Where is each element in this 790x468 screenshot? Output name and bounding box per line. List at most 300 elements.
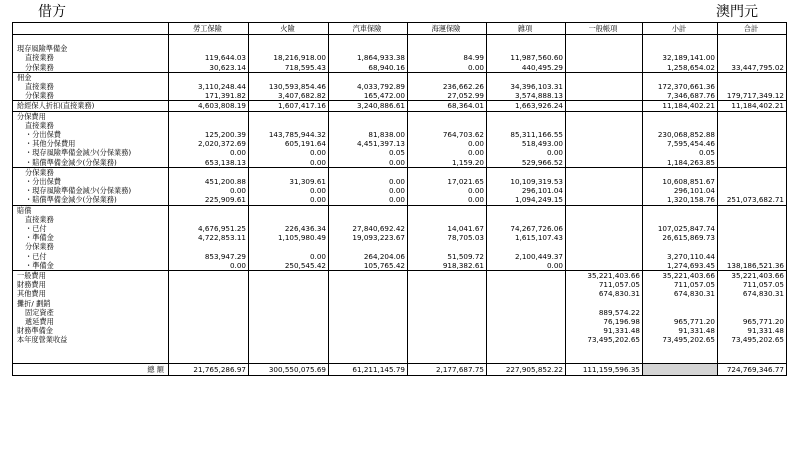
cell-value (566, 242, 643, 251)
cell-value (329, 308, 408, 317)
cell-value (566, 35, 643, 45)
cell-value (718, 299, 787, 308)
cell-value: 4,603,808.19 (169, 101, 249, 111)
cell-value: 674,830.31 (566, 289, 643, 298)
cell-value: 3,110,248.44 (169, 82, 249, 91)
cell-value (643, 308, 718, 317)
cell-value (566, 91, 643, 101)
cell-value (169, 215, 249, 224)
cell-value (566, 72, 643, 82)
cell-value: 31,309.61 (249, 177, 329, 186)
cell-value (566, 158, 643, 168)
cell-value (329, 215, 408, 224)
cell-value (408, 354, 487, 364)
cell-value: 51,509.72 (408, 252, 487, 261)
cell-value (408, 35, 487, 45)
cell-value: 1,663,926.24 (487, 101, 566, 111)
row-label: 固定資產 (13, 308, 169, 317)
cell-value: 35,221,403.66 (718, 271, 787, 281)
cell-value: 179,717,349.12 (718, 91, 787, 101)
row-label: ・已付 (13, 252, 169, 261)
row-label: 一般費用 (13, 271, 169, 281)
cell-value: 3,407,682.82 (249, 91, 329, 101)
cell-value: 1,320,158.76 (643, 195, 718, 205)
cell-value (408, 44, 487, 53)
cell-value: 32,189,141.00 (643, 53, 718, 62)
cell-value (487, 326, 566, 335)
cell-value: 10,109,319.53 (487, 177, 566, 186)
header-currency-side: 借方 (38, 4, 66, 20)
total-value (643, 364, 718, 376)
table-row (13, 82, 787, 91)
cell-value (487, 72, 566, 82)
cell-value (169, 345, 249, 354)
cell-value: 0.00 (249, 195, 329, 205)
total-label: 總 額 (13, 364, 169, 376)
cell-value (408, 121, 487, 130)
table-row (13, 72, 787, 82)
cell-value: 653,138.13 (169, 158, 249, 168)
cell-value: 125,200.39 (169, 130, 249, 139)
row-label: ・現存風險準備金減少(分保業務) (13, 186, 169, 195)
cell-value: 0.00 (169, 186, 249, 195)
column-header: 汽車保險 (329, 23, 408, 35)
cell-value (249, 121, 329, 130)
cell-value (718, 224, 787, 233)
cell-value (408, 242, 487, 251)
cell-value (249, 280, 329, 289)
cell-value: 73,495,202.65 (643, 335, 718, 344)
cell-value: 27,052.99 (408, 91, 487, 101)
cell-value (408, 308, 487, 317)
cell-value (718, 111, 787, 121)
cell-value (566, 82, 643, 91)
cell-value (566, 354, 643, 364)
cell-value: 0.00 (329, 186, 408, 195)
cell-value: 451,200.88 (169, 177, 249, 186)
cell-value (408, 215, 487, 224)
cell-value: 250,545.42 (249, 261, 329, 271)
cell-value (643, 299, 718, 308)
cell-value (718, 186, 787, 195)
table-row (13, 205, 787, 215)
cell-value: 918,382.61 (408, 261, 487, 271)
cell-value: 35,221,403.66 (566, 271, 643, 281)
cell-value (329, 326, 408, 335)
row-label: 遞延費用 (13, 317, 169, 326)
cell-value (566, 205, 643, 215)
table-row (13, 261, 787, 271)
cell-value: 718,595.43 (249, 63, 329, 73)
cell-value (329, 345, 408, 354)
cell-value (718, 242, 787, 251)
cell-value (487, 354, 566, 364)
cell-value: 172,370,661.36 (643, 82, 718, 91)
cell-value (169, 289, 249, 298)
row-label: ・分出保費 (13, 130, 169, 139)
cell-value: 19,093,223.67 (329, 233, 408, 242)
cell-value (249, 44, 329, 53)
cell-value: 1,258,654.02 (643, 63, 718, 73)
cell-value: 1,864,933.38 (329, 53, 408, 62)
cell-value (566, 299, 643, 308)
cell-value: 0.00 (249, 252, 329, 261)
cell-value (487, 271, 566, 281)
row-label: 直接業務 (13, 82, 169, 91)
table-row (13, 280, 787, 289)
cell-value: 3,270,110.44 (643, 252, 718, 261)
cell-value: 0.00 (408, 63, 487, 73)
cell-value (408, 317, 487, 326)
table-row (13, 354, 787, 364)
cell-value: 30,623.14 (169, 63, 249, 73)
cell-value: 2,020,372.69 (169, 139, 249, 148)
cell-value (329, 121, 408, 130)
cell-value: 1,615,107.43 (487, 233, 566, 242)
row-label: 分保費用 (13, 111, 169, 121)
cell-value: 81,838.00 (329, 130, 408, 139)
row-label: 分保業務 (13, 91, 169, 101)
cell-value (169, 44, 249, 53)
cell-value (718, 354, 787, 364)
cell-value: 1,184,263.85 (643, 158, 718, 168)
table-row (13, 53, 787, 62)
cell-value (169, 308, 249, 317)
cell-value: 4,451,397.13 (329, 139, 408, 148)
cell-value: 91,331.48 (566, 326, 643, 335)
cell-value: 0.00 (487, 261, 566, 271)
cell-value: 711,057.05 (718, 280, 787, 289)
cell-value: 4,676,951.25 (169, 224, 249, 233)
cell-value (329, 242, 408, 251)
cell-value (487, 121, 566, 130)
cell-value (643, 215, 718, 224)
cell-value: 4,033,792.89 (329, 82, 408, 91)
cell-value: 0.00 (408, 186, 487, 195)
cell-value: 0.05 (329, 148, 408, 157)
cell-value (249, 167, 329, 177)
cell-value (329, 289, 408, 298)
cell-value (566, 215, 643, 224)
cell-value (169, 335, 249, 344)
cell-value: 0.00 (249, 158, 329, 168)
cell-value: 119,644.03 (169, 53, 249, 62)
cell-value (718, 35, 787, 45)
table-row (13, 139, 787, 148)
total-row (13, 364, 787, 376)
cell-value (718, 215, 787, 224)
cell-value (643, 121, 718, 130)
cell-value (643, 345, 718, 354)
cell-value (566, 63, 643, 73)
cell-value (329, 354, 408, 364)
table-row (13, 101, 787, 111)
cell-value (169, 167, 249, 177)
cell-value (566, 186, 643, 195)
cell-value (169, 242, 249, 251)
cell-value (643, 35, 718, 45)
cell-value: 236,662.26 (408, 82, 487, 91)
cell-value: 85,311,166.55 (487, 130, 566, 139)
cell-value (487, 335, 566, 344)
row-label: ・賠償準備金減少(分保業務) (13, 195, 169, 205)
cell-value (408, 205, 487, 215)
row-label: 本年度營業收益 (13, 335, 169, 344)
cell-value (718, 139, 787, 148)
cell-value (408, 335, 487, 344)
column-header: 小計 (643, 23, 718, 35)
cell-value (329, 44, 408, 53)
cell-value (643, 354, 718, 364)
cell-value (566, 111, 643, 121)
cell-value (249, 289, 329, 298)
cell-value: 91,331.48 (718, 326, 787, 335)
debit-table (12, 22, 787, 376)
row-label (13, 345, 169, 354)
cell-value (249, 317, 329, 326)
table-row (13, 233, 787, 242)
cell-value (329, 280, 408, 289)
cell-value (566, 233, 643, 242)
cell-value: 10,608,851.67 (643, 177, 718, 186)
cell-value: 73,495,202.65 (566, 335, 643, 344)
cell-value: 3,574,888.13 (487, 91, 566, 101)
row-label: 給經保人折扣(直接業務) (13, 101, 169, 111)
table-row (13, 44, 787, 53)
cell-value: 74,267,726.06 (487, 224, 566, 233)
row-label: 分保業務 (13, 242, 169, 251)
cell-value (249, 72, 329, 82)
cell-value (249, 111, 329, 121)
cell-value: 711,057.05 (566, 280, 643, 289)
cell-value: 0.00 (408, 139, 487, 148)
cell-value: 440,495.29 (487, 63, 566, 73)
cell-value (643, 72, 718, 82)
cell-value: 296,101.04 (643, 186, 718, 195)
cell-value (718, 82, 787, 91)
cell-value: 889,574.22 (566, 308, 643, 317)
cell-value (566, 345, 643, 354)
cell-value (169, 271, 249, 281)
cell-value (329, 317, 408, 326)
cell-value (718, 205, 787, 215)
cell-value (566, 101, 643, 111)
column-header: 海運保險 (408, 23, 487, 35)
table-row (13, 158, 787, 168)
cell-value (408, 299, 487, 308)
cell-value: 605,191.64 (249, 139, 329, 148)
cell-value: 711,057.05 (643, 280, 718, 289)
cell-value: 7,346,687.76 (643, 91, 718, 101)
table-row (13, 252, 787, 261)
cell-value (408, 72, 487, 82)
table-row (13, 326, 787, 335)
cell-value (487, 289, 566, 298)
cell-value: 296,101.04 (487, 186, 566, 195)
cell-value: 0.00 (408, 195, 487, 205)
table-header-row (13, 23, 787, 35)
row-label: ・其他分保費用 (13, 139, 169, 148)
cell-value: 518,493.00 (487, 139, 566, 148)
cell-value: 4,722,853.11 (169, 233, 249, 242)
cell-value (249, 326, 329, 335)
cell-value: 853,947.29 (169, 252, 249, 261)
row-label: ・準備金 (13, 261, 169, 271)
cell-value: 14,041.67 (408, 224, 487, 233)
cell-value: 0.00 (169, 148, 249, 157)
row-label (13, 354, 169, 364)
cell-value (487, 205, 566, 215)
cell-value: 2,100,449.37 (487, 252, 566, 261)
cell-value (718, 308, 787, 317)
cell-value (718, 345, 787, 354)
cell-value: 171,391.82 (169, 91, 249, 101)
cell-value (487, 167, 566, 177)
row-label: ・賠償準備金減少(分保業務) (13, 158, 169, 168)
table-row (13, 91, 787, 101)
table-row (13, 335, 787, 344)
cell-value: 0.00 (249, 148, 329, 157)
column-header: 一般帳項 (566, 23, 643, 35)
cell-value: 230,068,852.88 (643, 130, 718, 139)
cell-value: 165,472.00 (329, 91, 408, 101)
table-row (13, 271, 787, 281)
cell-value: 35,221,403.66 (643, 271, 718, 281)
table-row (13, 148, 787, 157)
cell-value (169, 354, 249, 364)
column-header: 火險 (249, 23, 329, 35)
cell-value: 764,703.62 (408, 130, 487, 139)
cell-value: 674,830.31 (643, 289, 718, 298)
cell-value: 965,771.20 (643, 317, 718, 326)
cell-value (566, 167, 643, 177)
cell-value: 1,094,249.15 (487, 195, 566, 205)
table-row (13, 345, 787, 354)
row-label: ・現存風險準備金減少(分保業務) (13, 148, 169, 157)
cell-value: 226,436.34 (249, 224, 329, 233)
row-label: 賠償 (13, 205, 169, 215)
cell-value: 0.05 (643, 148, 718, 157)
cell-value (718, 53, 787, 62)
row-label: 財務準備金 (13, 326, 169, 335)
cell-value (487, 308, 566, 317)
cell-value (408, 326, 487, 335)
cell-value: 143,785,944.32 (249, 130, 329, 139)
cell-value (643, 167, 718, 177)
cell-value: 68,940.16 (329, 63, 408, 73)
cell-value: 251,073,682.71 (718, 195, 787, 205)
cell-value: 26,615,869.73 (643, 233, 718, 242)
cell-value (169, 35, 249, 45)
row-label: 佣金 (13, 72, 169, 82)
table-row (13, 195, 787, 205)
cell-value: 0.00 (408, 148, 487, 157)
cell-value (566, 139, 643, 148)
cell-value (566, 224, 643, 233)
cell-value (329, 111, 408, 121)
cell-value: 0.00 (329, 195, 408, 205)
cell-value: 68,364.01 (408, 101, 487, 111)
cell-value: 33,447,795.02 (718, 63, 787, 73)
total-value: 111,159,596.35 (566, 364, 643, 376)
cell-value: 18,216,918.00 (249, 53, 329, 62)
cell-value (718, 177, 787, 186)
cell-value (169, 205, 249, 215)
cell-value: 78,705.03 (408, 233, 487, 242)
table-row (13, 177, 787, 186)
cell-value (718, 148, 787, 157)
row-label: 分保業務 (13, 63, 169, 73)
cell-value: 138,186,521.36 (718, 261, 787, 271)
cell-value (566, 44, 643, 53)
cell-value (718, 121, 787, 130)
cell-value: 0.00 (487, 148, 566, 157)
cell-value: 965,771.20 (718, 317, 787, 326)
cell-value: 0.00 (169, 261, 249, 271)
total-value: 724,769,346.77 (718, 364, 787, 376)
cell-value: 84.99 (408, 53, 487, 62)
table-row (13, 224, 787, 233)
cell-value (643, 242, 718, 251)
cell-value (169, 121, 249, 130)
cell-value (566, 261, 643, 271)
row-label: ・分出保費 (13, 177, 169, 186)
cell-value (718, 233, 787, 242)
cell-value (718, 72, 787, 82)
table-row (13, 317, 787, 326)
cell-value: 1,607,417.16 (249, 101, 329, 111)
cell-value (408, 111, 487, 121)
cell-value (169, 111, 249, 121)
row-label: 直接業務 (13, 121, 169, 130)
table-row (13, 35, 787, 45)
cell-value: 17,021.65 (408, 177, 487, 186)
cell-value (329, 299, 408, 308)
cell-value: 225,909.61 (169, 195, 249, 205)
cell-value (566, 121, 643, 130)
cell-value (487, 242, 566, 251)
cell-value: 0.00 (329, 177, 408, 186)
cell-value (249, 242, 329, 251)
cell-value: 3,240,886.61 (329, 101, 408, 111)
table-row (13, 289, 787, 298)
total-value: 227,905,852.22 (487, 364, 566, 376)
header-currency-unit: 澳門元 (716, 4, 758, 20)
cell-value: 1,274,693.45 (643, 261, 718, 271)
cell-value (566, 177, 643, 186)
cell-value (487, 280, 566, 289)
cell-value: 0.00 (249, 186, 329, 195)
cell-value (329, 271, 408, 281)
cell-value (566, 252, 643, 261)
cell-value: 34,396,103.31 (487, 82, 566, 91)
cell-value (718, 167, 787, 177)
cell-value (643, 205, 718, 215)
row-label: 分保業務 (13, 167, 169, 177)
cell-value (566, 195, 643, 205)
cell-value (718, 252, 787, 261)
cell-value (408, 271, 487, 281)
table-row (13, 121, 787, 130)
table-row (13, 63, 787, 73)
table-row (13, 299, 787, 308)
cell-value (643, 111, 718, 121)
row-label: 直接業務 (13, 53, 169, 62)
cell-value: 1,159.20 (408, 158, 487, 168)
cell-value: 1,105,980.49 (249, 233, 329, 242)
row-label: ・已付 (13, 224, 169, 233)
total-value: 300,550,075.69 (249, 364, 329, 376)
